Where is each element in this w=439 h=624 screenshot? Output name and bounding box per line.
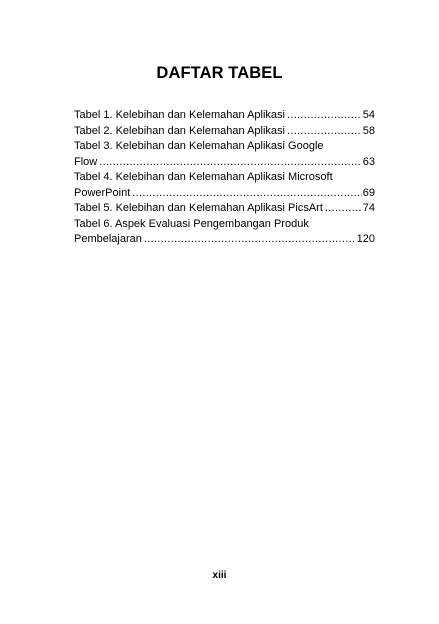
dot-leader bbox=[132, 186, 361, 202]
toc-entry-page: 58 bbox=[362, 124, 375, 137]
toc-entry-label: Flow bbox=[74, 155, 98, 168]
dot-leader bbox=[287, 124, 362, 140]
dot-leader bbox=[144, 232, 356, 248]
toc-entry-tabel-1[interactable] bbox=[74, 108, 375, 124]
toc-entry-page: 69 bbox=[362, 186, 375, 199]
toc-entry-tabel-2[interactable] bbox=[74, 124, 375, 140]
toc-entry-label-first-line: Tabel 3. Kelebihan dan Kelemahan Aplikasi Google bbox=[74, 140, 324, 152]
dot-leader bbox=[325, 201, 362, 217]
toc-entry-label: Tabel 5. Kelebihan dan Kelemahan Aplikasi PicsArt bbox=[74, 202, 323, 214]
toc-entry-page: 74 bbox=[362, 202, 375, 214]
toc-entry-page: 54 bbox=[362, 109, 375, 121]
dot-leader bbox=[287, 108, 362, 124]
page-number: xiii bbox=[212, 570, 227, 581]
toc-entry-label: Pembelajaran bbox=[74, 233, 142, 245]
toc-entry-label-first-line: Tabel 6. Aspek Evaluasi Pengembangan Produk bbox=[74, 217, 309, 230]
toc-entry-label: Tabel 1. Kelebihan dan Kelemahan Aplikasi bbox=[74, 109, 285, 121]
toc-entry-label-first-line: Tabel 4. Kelebihan dan Kelemahan Aplikasi Microsoft bbox=[74, 171, 333, 183]
table-list bbox=[74, 108, 375, 248]
toc-entry-tabel-5[interactable] bbox=[74, 201, 375, 217]
toc-entry-tabel-3[interactable] bbox=[74, 139, 375, 170]
toc-entry-page: 120 bbox=[356, 233, 375, 245]
page-title: DAFTAR TABEL bbox=[156, 64, 283, 82]
dot-leader bbox=[99, 155, 362, 171]
toc-entry-tabel-4[interactable] bbox=[74, 170, 375, 201]
toc-entry-label: Tabel 2. Kelebihan dan Kelemahan Aplikasi bbox=[74, 124, 285, 137]
toc-entry-page: 63 bbox=[362, 155, 375, 168]
toc-entry-tabel-6[interactable] bbox=[74, 217, 375, 248]
toc-entry-label: PowerPoint bbox=[74, 186, 131, 199]
